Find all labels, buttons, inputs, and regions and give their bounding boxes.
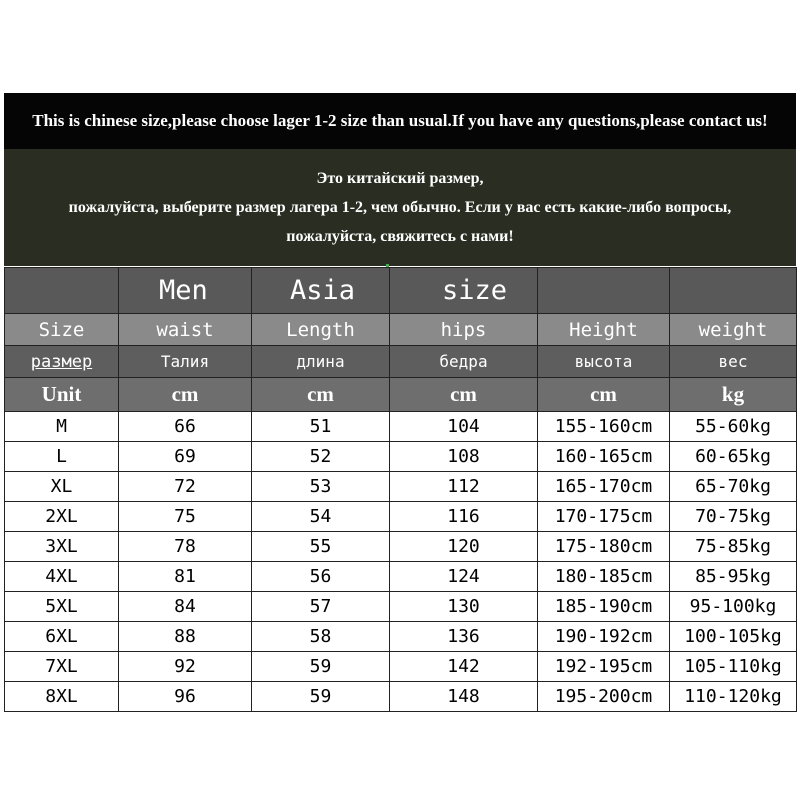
height-cell: 175-180cm <box>538 532 670 562</box>
hips-cell: 116 <box>390 502 538 532</box>
header-height: Height <box>538 314 670 346</box>
table-header-english <box>5 314 797 346</box>
title-cell-men: Men <box>119 268 252 314</box>
title-cell-asia: Asia <box>252 268 390 314</box>
banner-english-notice <box>4 93 796 149</box>
weight-cell: 70-75kg <box>670 502 797 532</box>
title-cell <box>538 268 670 314</box>
table-header-russian <box>5 346 797 378</box>
unit-cell: cm <box>252 378 390 412</box>
waist-cell: 88 <box>119 622 252 652</box>
hips-cell: 120 <box>390 532 538 562</box>
length-cell: 53 <box>252 472 390 502</box>
table-row <box>5 412 797 442</box>
banner-russian-line: Это китайский размер, <box>316 170 484 187</box>
hips-cell: 104 <box>390 412 538 442</box>
size-cell: L <box>5 442 119 472</box>
table-row <box>5 532 797 562</box>
hips-cell: 124 <box>390 562 538 592</box>
header-size: Size <box>5 314 119 346</box>
height-cell: 155-160cm <box>538 412 670 442</box>
hips-cell: 108 <box>390 442 538 472</box>
unit-cell: kg <box>670 378 797 412</box>
weight-cell: 95-100kg <box>670 592 797 622</box>
length-cell: 54 <box>252 502 390 532</box>
table-row <box>5 442 797 472</box>
header-waist: waist <box>119 314 252 346</box>
header-ru-hips: бедра <box>390 346 538 378</box>
unit-cell: cm <box>538 378 670 412</box>
waist-cell: 92 <box>119 652 252 682</box>
table-row <box>5 472 797 502</box>
size-cell: 2XL <box>5 502 119 532</box>
waist-cell: 81 <box>119 562 252 592</box>
size-cell: 8XL <box>5 682 119 712</box>
header-ru-height: высота <box>538 346 670 378</box>
weight-cell: 75-85kg <box>670 532 797 562</box>
height-cell: 185-190cm <box>538 592 670 622</box>
size-cell: XL <box>5 472 119 502</box>
length-cell: 58 <box>252 622 390 652</box>
table-row <box>5 622 797 652</box>
weight-cell: 60-65kg <box>670 442 797 472</box>
length-cell: 59 <box>252 652 390 682</box>
height-cell: 160-165cm <box>538 442 670 472</box>
size-chart-table <box>4 267 797 712</box>
unit-cell: cm <box>119 378 252 412</box>
weight-cell: 65-70kg <box>670 472 797 502</box>
banner-russian-line: пожалуйста, свяжитесь с нами! <box>286 228 514 245</box>
unit-label: Unit <box>5 378 119 412</box>
height-cell: 192-195cm <box>538 652 670 682</box>
banner-russian-line: пожалуйста, выберите размер лагера 1-2, чем обычно. Если у вас есть какие-либо вопросы, <box>68 199 732 216</box>
hips-cell: 148 <box>390 682 538 712</box>
size-cell: 3XL <box>5 532 119 562</box>
weight-cell: 100-105kg <box>670 622 797 652</box>
header-length: Length <box>252 314 390 346</box>
waist-cell: 75 <box>119 502 252 532</box>
unit-cell: cm <box>390 378 538 412</box>
weight-cell: 110-120kg <box>670 682 797 712</box>
hips-cell: 136 <box>390 622 538 652</box>
hips-cell: 112 <box>390 472 538 502</box>
table-row <box>5 652 797 682</box>
banner-english-text: This is chinese size,please choose lager 1-2 size than usual.If you have any questions,please contact us! <box>32 111 768 130</box>
weight-cell: 105-110kg <box>670 652 797 682</box>
banner-russian-notice <box>4 149 796 266</box>
header-ru-waist: Талия <box>119 346 252 378</box>
hips-cell: 130 <box>390 592 538 622</box>
weight-cell: 85-95kg <box>670 562 797 592</box>
height-cell: 165-170cm <box>538 472 670 502</box>
size-cell: 4XL <box>5 562 119 592</box>
length-cell: 59 <box>252 682 390 712</box>
title-cell <box>670 268 797 314</box>
waist-cell: 84 <box>119 592 252 622</box>
size-cell: 7XL <box>5 652 119 682</box>
height-cell: 170-175cm <box>538 502 670 532</box>
weight-cell: 55-60kg <box>670 412 797 442</box>
table-row <box>5 562 797 592</box>
waist-cell: 96 <box>119 682 252 712</box>
waist-cell: 69 <box>119 442 252 472</box>
title-cell-size: size <box>390 268 538 314</box>
height-cell: 180-185cm <box>538 562 670 592</box>
length-cell: 56 <box>252 562 390 592</box>
table-units-row <box>5 378 797 412</box>
header-ru-length: длина <box>252 346 390 378</box>
table-row <box>5 502 797 532</box>
length-cell: 52 <box>252 442 390 472</box>
size-cell: 5XL <box>5 592 119 622</box>
length-cell: 57 <box>252 592 390 622</box>
header-weight: weight <box>670 314 797 346</box>
table-row <box>5 682 797 712</box>
header-ru-size: размер <box>5 346 119 378</box>
header-hips: hips <box>390 314 538 346</box>
height-cell: 190-192cm <box>538 622 670 652</box>
hips-cell: 142 <box>390 652 538 682</box>
size-cell: M <box>5 412 119 442</box>
table-title-row <box>5 268 797 314</box>
waist-cell: 72 <box>119 472 252 502</box>
length-cell: 51 <box>252 412 390 442</box>
waist-cell: 66 <box>119 412 252 442</box>
size-cell: 6XL <box>5 622 119 652</box>
length-cell: 55 <box>252 532 390 562</box>
waist-cell: 78 <box>119 532 252 562</box>
title-cell <box>5 268 119 314</box>
header-ru-weight: вес <box>670 346 797 378</box>
table-row <box>5 592 797 622</box>
height-cell: 195-200cm <box>538 682 670 712</box>
